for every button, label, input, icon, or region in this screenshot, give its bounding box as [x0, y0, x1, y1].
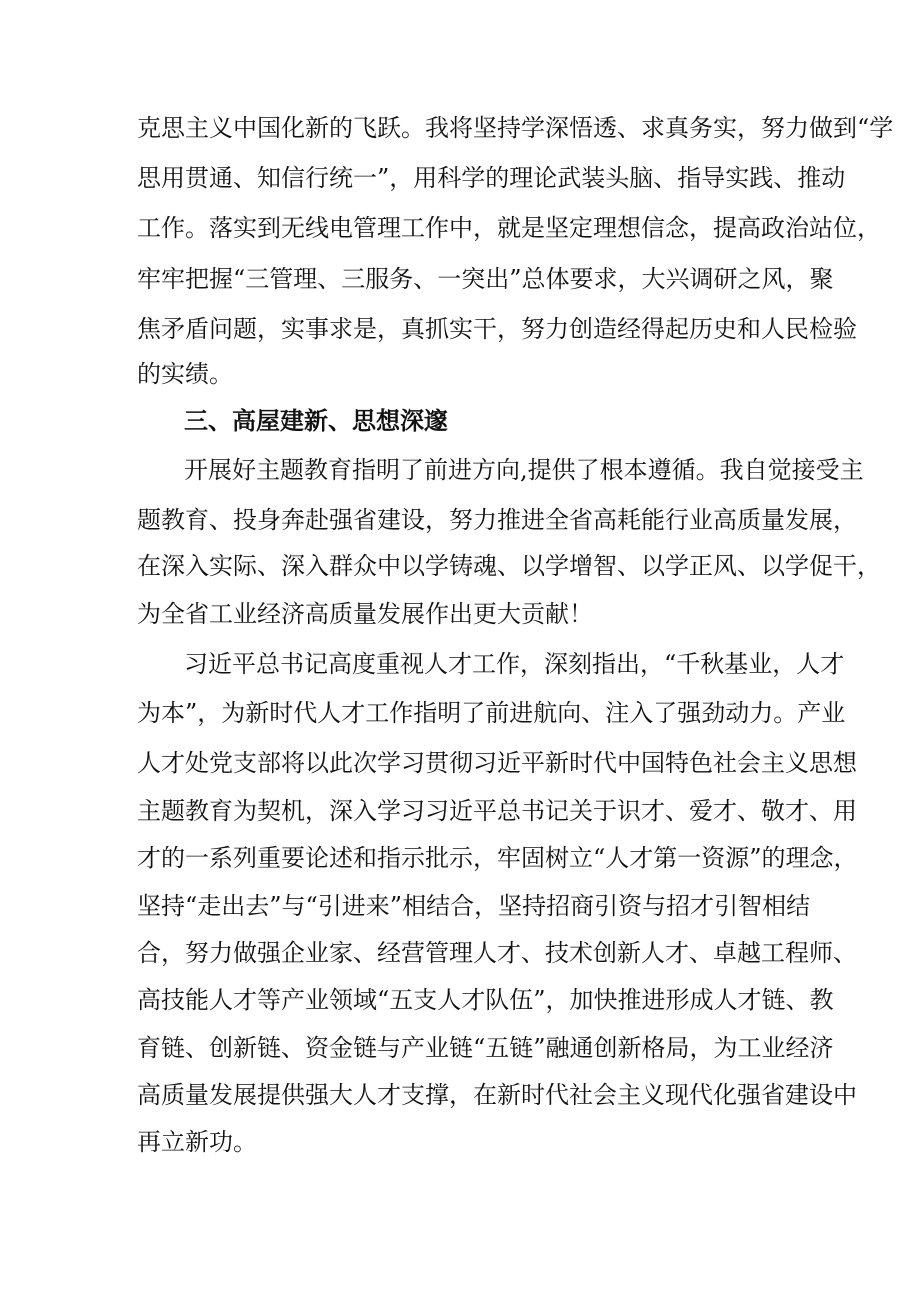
text-line: 高质量发展提供强大人才支撑，在新时代社会主义现代化强省建设中: [137, 1081, 857, 1109]
text-line: 为全省工业经济高质量发展作出更大贡献！: [137, 600, 593, 628]
text-line: 牢牢把握“三管理、三服务、一突出”总体要求，大兴调研之风，聚: [137, 265, 834, 293]
text-line: 开展好主题教育指明了前进方向,提供了根本遵循。我自觉接受主: [184, 456, 864, 484]
text-line: 题教育、投身奔赴强省建设，努力推进全省高耗能行业高质量发展，: [137, 506, 857, 534]
text-line: 合，努力做强企业家、经营管理人才、技术创新人才、卓越工程师、: [137, 939, 857, 967]
text-line: 习近平总书记高度重视人才工作，深刻指出，“千秋基业，人才: [184, 650, 845, 678]
text-line: 再立新功。: [137, 1128, 257, 1156]
text-line: 人才处党支部将以此次学习贯彻习近平新时代中国特色社会主义思想: [137, 749, 857, 777]
text-line: 育链、创新链、资金链与产业链“五链”融通创新格局，为工业经济: [137, 1034, 834, 1062]
text-line: 主题教育为契机，深入学习习近平总书记关于识才、爱才、敬才、用: [137, 797, 857, 825]
text-line: 才的一系列重要论述和指示批示，牢固树立“人才第一资源”的理念，: [137, 844, 858, 872]
text-line: 在深入实际、深入群众中以学铸魂、以学增智、以学正风、以学促干，: [137, 552, 881, 580]
section-heading: 三、高屋建新、思想深邃: [184, 407, 448, 435]
text-line: 克思主义中国化新的飞跃。我将坚持学深悟透、求真务实，努力做到“学: [137, 114, 894, 142]
text-line: 为本”，为新时代人才工作指明了前进航向、注入了强劲动力。产业: [137, 699, 846, 727]
text-line: 工作。落实到无线电管理工作中，就是坚定理想信念，提高政治站位，: [137, 214, 881, 242]
text-line: 思用贯通、知信行统一”，用科学的理论武装头脑、指导实践、推动: [137, 164, 846, 192]
text-line: 的实绩。: [137, 360, 233, 388]
text-line: 焦矛盾问题，实事求是，真抓实干，努力创造经得起历史和人民检验: [137, 315, 857, 343]
text-line: 高技能人才等产业领域“五支人才队伍”，加快推进形成人才链、教: [137, 986, 834, 1014]
text-line: 坚持“走出去”与“引进来”相结合，坚持招商引资与招才引智相结: [137, 892, 811, 920]
